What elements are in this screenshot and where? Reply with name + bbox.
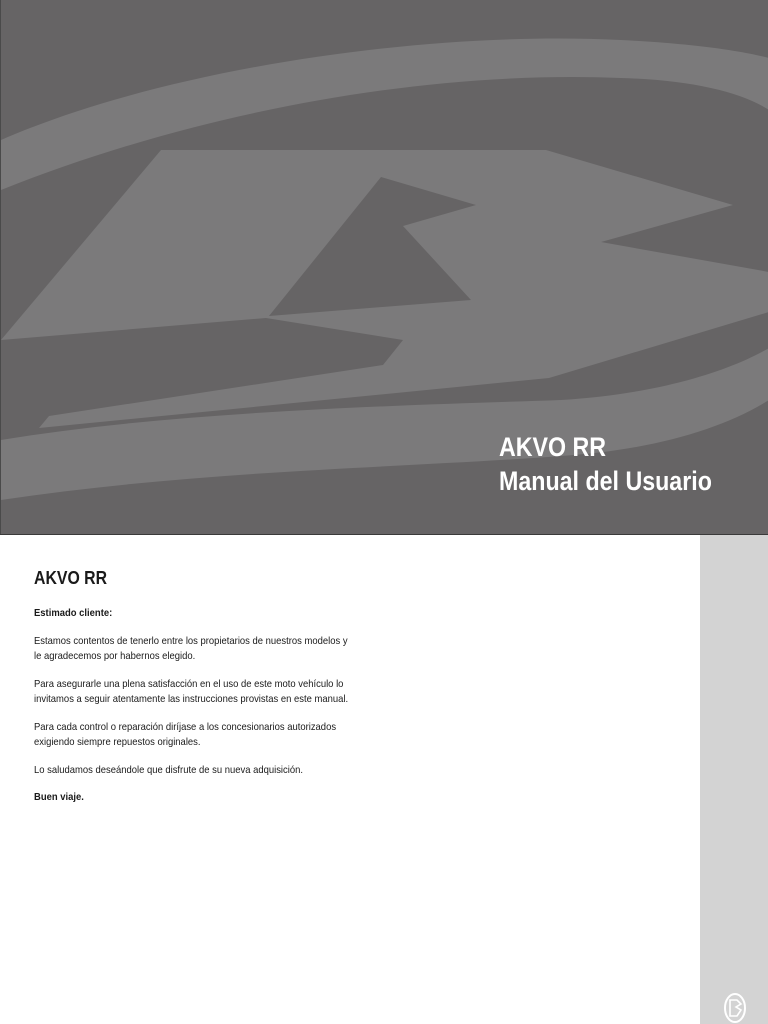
- letter-paragraph: Para cada control o reparación diríjase a los concesionarios autorizados exigiendo siempre repuestos originales.: [34, 720, 337, 748]
- letter-paragraph: Estamos contentos de tenerlo entre los propietarios de nuestros modelos y le agradecemos por habernos elegido.: [34, 634, 348, 662]
- cover-title-subtitle: Manual del Usuario: [499, 466, 712, 496]
- letter-content: [34, 566, 364, 818]
- letter-paragraph: Para asegurarle una plena satisfacción en el uso de este moto vehículo lo invitamos a seguir atentamente las instrucciones provistas en este manual.: [34, 677, 349, 705]
- letter-greeting: Estimado cliente:: [34, 607, 113, 619]
- side-band: [700, 535, 768, 1024]
- cover-title: [499, 430, 712, 498]
- letter-closing: Buen viaje.: [34, 791, 84, 803]
- letter-heading: AKVO RR: [34, 568, 108, 588]
- cover-title-model: AKVO RR: [499, 432, 607, 462]
- letter-paragraph: Lo saludamos deseándole que disfrute de su nueva adquisición.: [34, 763, 304, 776]
- corner-logo-icon: [722, 988, 748, 1024]
- cover-divider: [0, 534, 768, 535]
